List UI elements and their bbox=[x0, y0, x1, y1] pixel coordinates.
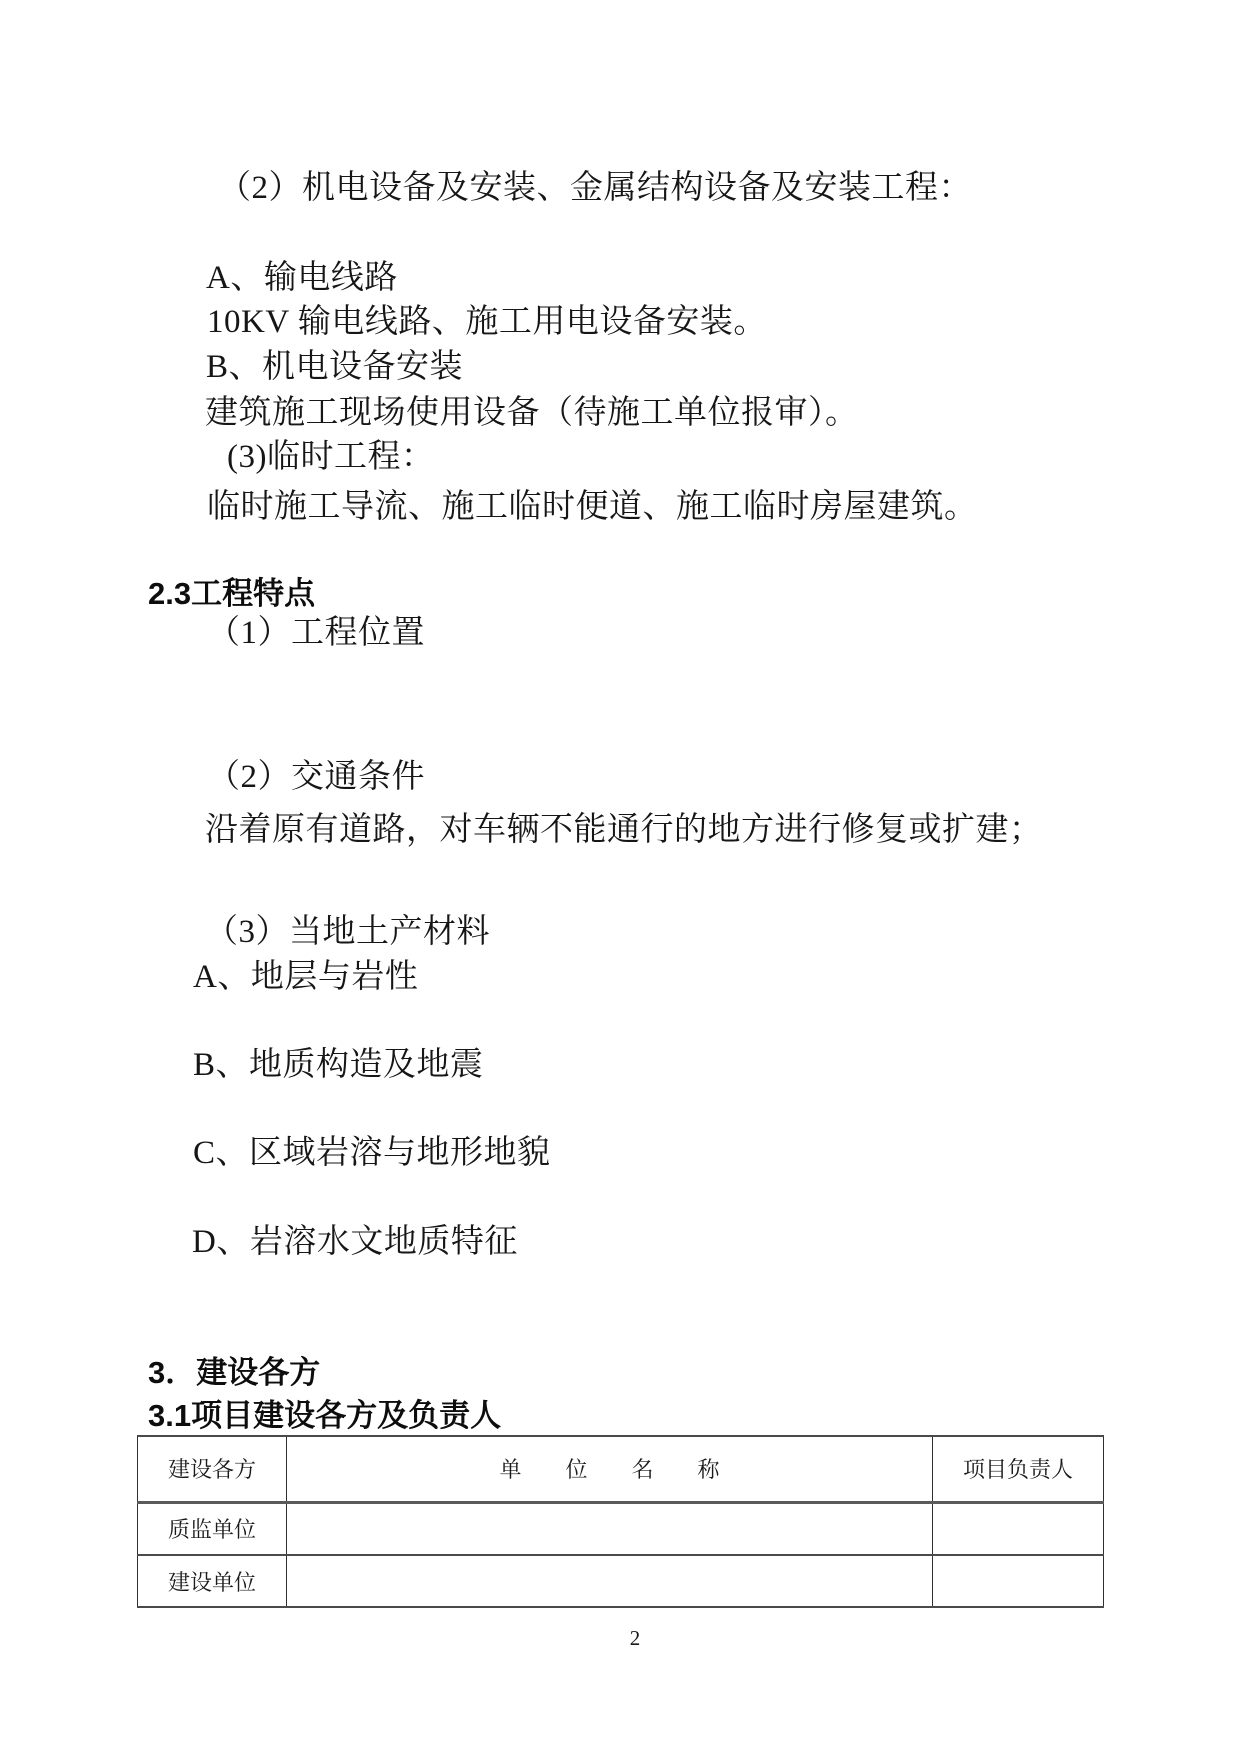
table-cell-construction-owner-label: 建设单位 bbox=[138, 1555, 287, 1607]
table-cell-quality-supervision-label: 质监单位 bbox=[138, 1502, 287, 1555]
table-header-row bbox=[138, 1436, 1104, 1502]
table-row-construction-owner bbox=[138, 1555, 1104, 1607]
table-cell-construction-owner-manager bbox=[933, 1555, 1104, 1607]
paragraph-temporary-detail: 临时施工导流、施工临时便道、施工临时房屋建筑。 bbox=[207, 489, 978, 525]
paragraph-project-location: （1）工程位置 bbox=[207, 615, 425, 651]
table-cell-quality-supervision-unit bbox=[287, 1502, 933, 1555]
paragraph-item-c-karst-terrain: C、区域岩溶与地形地貌 bbox=[193, 1135, 551, 1171]
table-header-parties: 建设各方 bbox=[138, 1436, 287, 1502]
heading-3-1-parties-and-managers: 3.1项目建设各方及负责人 bbox=[148, 1398, 502, 1433]
paragraph-equipment-install: （2）机电设备及安装、金属结构设备及安装工程： bbox=[218, 170, 972, 206]
table-row-quality-supervision bbox=[138, 1502, 1104, 1555]
table-header-project-manager: 项目负责人 bbox=[933, 1436, 1104, 1502]
paragraph-traffic-detail: 沿着原有道路，对车辆不能通行的地方进行修复或扩建； bbox=[205, 812, 1043, 848]
paragraph-local-materials: （3）当地土产材料 bbox=[205, 914, 490, 950]
table-cell-construction-owner-unit bbox=[287, 1555, 933, 1607]
paragraph-item-b-mechanical: B、机电设备安装 bbox=[206, 349, 464, 385]
paragraph-item-a-strata: A、地层与岩性 bbox=[193, 959, 419, 995]
project-parties-table bbox=[137, 1435, 1104, 1608]
paragraph-traffic-conditions: （2）交通条件 bbox=[207, 759, 425, 795]
paragraph-item-b-geology: B、地质构造及地震 bbox=[193, 1047, 484, 1083]
heading-3-construction-parties: 3．建设各方 bbox=[148, 1355, 321, 1390]
paragraph-item-a-power-line: A、输电线路 bbox=[206, 260, 398, 296]
paragraph-site-equipment: 建筑施工现场使用设备（待施工单位报审）。 bbox=[205, 395, 859, 431]
page-number: 2 bbox=[629, 1626, 641, 1650]
paragraph-temporary-works: (3)临时工程： bbox=[227, 439, 435, 475]
paragraph-10kv-detail: 10KV 输电线路、施工用电设备安装。 bbox=[207, 304, 767, 340]
heading-2-3-project-features: 2.3工程特点 bbox=[148, 576, 316, 611]
table-cell-quality-supervision-manager bbox=[933, 1502, 1104, 1555]
paragraph-item-d-karst-hydrology: D、岩溶水文地质特征 bbox=[192, 1224, 518, 1260]
table-header-unit-name: 单 位 名 称 bbox=[287, 1436, 933, 1502]
